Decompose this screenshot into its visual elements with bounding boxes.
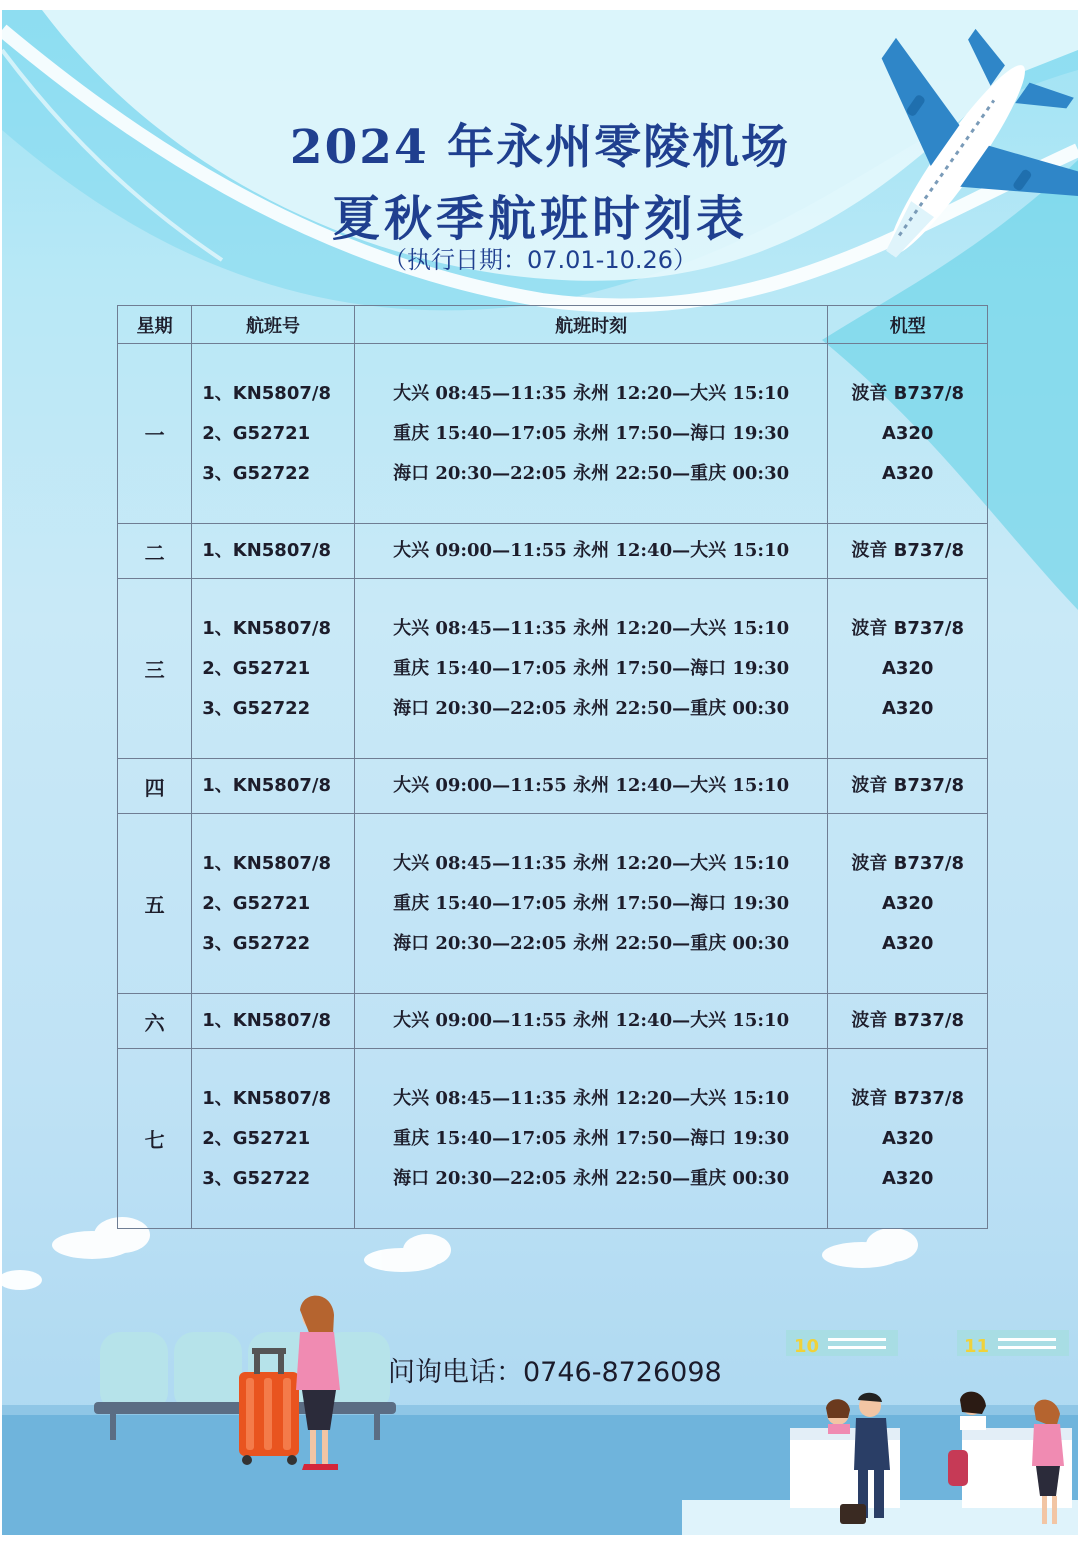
weekday-cell: 七 — [118, 1049, 192, 1229]
table-row — [118, 814, 988, 994]
aircraft-type-line: 波音 B737/8 — [851, 540, 965, 561]
flight-number-line: 1、KN5807/8 — [202, 1010, 331, 1031]
svg-text:10: 10 — [794, 1336, 820, 1357]
table-row — [118, 524, 988, 579]
flight-time-line: 重庆 15:40—17:05 永州 17:50—海口 19:30 — [393, 657, 790, 679]
weekday-cell: 五 — [118, 814, 192, 994]
table-row — [118, 759, 988, 814]
table-row — [118, 579, 988, 759]
aircraft-type-line: 波音 B737/8 — [851, 852, 965, 874]
aircraft-type-cell — [828, 579, 988, 759]
flight-number-line: 3、G52722 — [202, 697, 311, 719]
flight-number-line: 1、KN5807/8 — [202, 617, 331, 639]
aircraft-type-line: A320 — [881, 1167, 934, 1189]
flight-number-line: 2、G52721 — [202, 657, 311, 679]
table-row — [118, 1049, 988, 1229]
flight-number-line: 1、KN5807/8 — [202, 1087, 331, 1109]
table-row — [118, 994, 988, 1049]
flight-number-line: 3、G52722 — [202, 1167, 311, 1189]
flight-time-line: 大兴 08:45—11:35 永州 12:20—大兴 15:10 — [393, 617, 790, 639]
flight-time-cell — [354, 579, 828, 759]
flight-number-line: 3、G52722 — [202, 932, 311, 954]
aircraft-type-line: A320 — [881, 422, 934, 444]
flight-time-line: 大兴 08:45—11:35 永州 12:20—大兴 15:10 — [393, 382, 790, 404]
flight-number-cell — [192, 344, 355, 524]
flight-time-cell — [354, 1049, 828, 1229]
svg-text:11: 11 — [964, 1336, 990, 1357]
flight-time-line: 海口 20:30—22:05 永州 22:50—重庆 00:30 — [393, 462, 790, 484]
flight-schedule-table — [117, 305, 988, 1229]
flight-time-line: 海口 20:30—22:05 永州 22:50—重庆 00:30 — [393, 1167, 790, 1189]
flight-number-cell — [192, 814, 355, 994]
weekday-cell: 二 — [118, 524, 192, 579]
header-flight-number: 航班号 — [192, 306, 355, 344]
weekday-cell: 三 — [118, 579, 192, 759]
flight-time-line: 大兴 08:45—11:35 永州 12:20—大兴 15:10 — [393, 852, 790, 874]
flight-number-cell — [192, 524, 355, 579]
poster-title-line2: 夏秋季航班时刻表 — [331, 191, 748, 247]
table-row — [118, 344, 988, 524]
header-flight-times: 航班时刻 — [354, 306, 828, 344]
flight-number-cell — [192, 759, 355, 814]
flight-number-cell — [192, 579, 355, 759]
flight-time-cell — [354, 759, 828, 814]
aircraft-type-line: A320 — [881, 1127, 934, 1149]
header-aircraft-type: 机型 — [828, 306, 988, 344]
gate-sign-11 — [957, 1330, 1069, 1357]
weekday-cell: 一 — [118, 344, 192, 524]
flight-number-cell — [192, 994, 355, 1049]
flight-time-cell — [354, 344, 828, 524]
aircraft-type-line: A320 — [881, 462, 934, 484]
flight-number-cell — [192, 1049, 355, 1229]
aircraft-type-cell — [828, 1049, 988, 1229]
flight-time-line: 重庆 15:40—17:05 永州 17:50—海口 19:30 — [393, 422, 790, 444]
table-header-row — [118, 306, 988, 344]
aircraft-type-cell — [828, 814, 988, 994]
flight-time-line: 海口 20:30—22:05 永州 22:50—重庆 00:30 — [393, 932, 790, 954]
flight-number-line: 2、G52721 — [202, 422, 311, 444]
flight-time-line: 重庆 15:40—17:05 永州 17:50—海口 19:30 — [393, 1127, 790, 1149]
poster — [2, 10, 1078, 1535]
passenger-with-suitcase-icon — [239, 1296, 340, 1470]
flight-number-line: 3、G52722 — [202, 462, 311, 484]
flight-time-cell — [354, 994, 828, 1049]
flight-number-line: 1、KN5807/8 — [202, 382, 331, 404]
aircraft-type-line: A320 — [881, 892, 934, 914]
aircraft-type-line: 波音 B737/8 — [851, 617, 965, 639]
flight-time-line: 海口 20:30—22:05 永州 22:50—重庆 00:30 — [393, 697, 790, 719]
flight-number-line: 2、G52721 — [202, 892, 311, 914]
aircraft-type-line: 波音 B737/8 — [851, 1010, 965, 1031]
flight-time-line: 大兴 08:45—11:35 永州 12:20—大兴 15:10 — [393, 1087, 790, 1109]
flight-time-cell — [354, 814, 828, 994]
aircraft-type-line: 波音 B737/8 — [851, 775, 965, 796]
header-weekday: 星期 — [118, 306, 192, 344]
effective-dates: （执行日期：07.01-10.26） — [382, 246, 698, 274]
aircraft-type-line: A320 — [881, 697, 934, 719]
aircraft-type-line: A320 — [881, 657, 934, 679]
gate-sign-10 — [786, 1330, 898, 1357]
aircraft-type-cell — [828, 994, 988, 1049]
flight-time-cell — [354, 524, 828, 579]
aircraft-type-cell — [828, 759, 988, 814]
flight-time-line: 大兴 09:00—11:55 永州 12:40—大兴 15:10 — [393, 775, 790, 796]
flight-number-line: 1、KN5807/8 — [202, 852, 331, 874]
flight-number-line: 1、KN5807/8 — [202, 775, 331, 796]
aircraft-type-cell — [828, 344, 988, 524]
aircraft-type-cell — [828, 524, 988, 579]
aircraft-type-line: 波音 B737/8 — [851, 1087, 965, 1109]
weekday-cell: 六 — [118, 994, 192, 1049]
flight-number-line: 2、G52721 — [202, 1127, 311, 1149]
inquiry-phone: 问询电话：0746-8726098 — [388, 1357, 722, 1388]
poster-title-line1: 2024 年永州零陵机场 — [289, 120, 791, 175]
flight-time-line: 大兴 09:00—11:55 永州 12:40—大兴 15:10 — [393, 1010, 790, 1031]
aircraft-type-line: 波音 B737/8 — [851, 382, 965, 404]
weekday-cell: 四 — [118, 759, 192, 814]
flight-time-line: 大兴 09:00—11:55 永州 12:40—大兴 15:10 — [393, 540, 790, 561]
flight-time-line: 重庆 15:40—17:05 永州 17:50—海口 19:30 — [393, 892, 790, 914]
flight-number-line: 1、KN5807/8 — [202, 540, 331, 561]
aircraft-type-line: A320 — [881, 932, 934, 954]
